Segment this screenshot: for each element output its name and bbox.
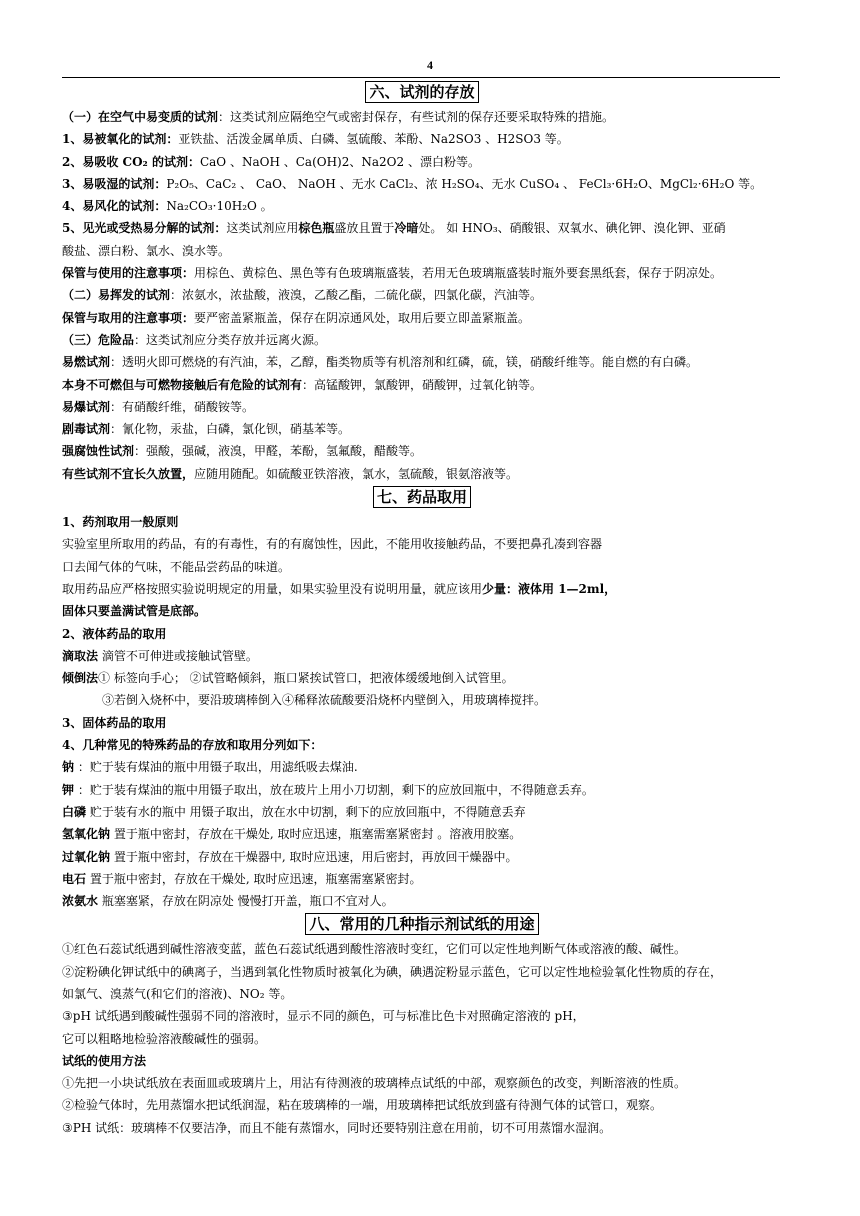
s6-l10-label: 保管与取用的注意事项： [62, 310, 195, 325]
s6-line-16 [62, 440, 782, 462]
s7-line-15 [62, 823, 782, 845]
s6-l2-text: 亚铁盐、活泼金属单质、白磷、氢硫酸、苯酚、Na2SO3 、H2SO3 等。 [178, 132, 569, 147]
s6-l9-label: （二）易挥发的试剂 [62, 288, 171, 303]
s7-l13-label: 钾 [62, 782, 75, 797]
s8-line-6: 试纸的使用方法 [62, 1053, 147, 1068]
section-8-heading-row [62, 913, 782, 937]
s6-l10-text: 要严密盖紧瓶盖，保存在阴凉通风处，取用后要立即盖紧瓶盖。 [194, 310, 531, 325]
s7-line-9: ③若倒入烧杯中，要沿玻璃棒倒入④稀释浓硫酸要沿烧杯内壁倒入，用玻璃棒搅拌。 [102, 693, 547, 708]
document-body [62, 80, 782, 1139]
s7-l14-label: 白磷 [62, 804, 87, 819]
s6-l6-text-b: 盛放且置于 [334, 221, 395, 236]
s6-l6-bold-b: 冷暗 [394, 221, 419, 236]
s6-l17-text: 应随用随配。如硫酸亚铁溶液，氯水，氢硫酸，银氨溶液等。 [194, 466, 519, 481]
s6-l5-text: Na₂CO₃·10H₂O 。 [166, 199, 273, 214]
s7-l8-text: ① 标签向手心； ②试管略倾斜，瓶口紧挨试管口，把液体缓缓地倒入试管里。 [98, 671, 514, 686]
s7-line-11: 4、几种常见的特殊药品的存放和取用分列如下： [62, 738, 323, 753]
s6-l11-label: （三）危险品 [62, 332, 135, 347]
s7-l4-text: 取用药品应严格按照实验说明规定的用量，如果实验里没有说明用量，就应该用 [62, 581, 483, 596]
s7-l7-label: 滴取法 [62, 648, 99, 663]
section-7-title: 七、药品取用 [373, 486, 471, 508]
s7-line-5: 固体只要盖满试管是底部。 [62, 604, 207, 619]
s6-l13-text: ：高锰酸钾，氯酸钾，硝酸钾，过氧化钠等。 [302, 377, 543, 392]
section-6-title: 六、试剂的存放 [365, 81, 478, 103]
s7-l17-label: 电石 [62, 871, 87, 886]
s6-l1-text: ：这类试剂应隔绝空气或密封保存，有些试剂的保存还要采取特殊的措施。 [218, 110, 615, 124]
s7-l16-text: 置于瓶中密封，存放在干燥器中, 取时应迅速，用后密封，再放回干燥器中。 [110, 849, 518, 864]
s6-line-12 [62, 351, 782, 373]
s7-l13-text: ：贮于装有煤油的瓶中用镊子取出，放在玻片上用小刀切割，剩下的应放回瓶中，不得随意丢弃。 [74, 782, 594, 797]
s6-line-6 [62, 217, 782, 239]
s6-line-2 [62, 128, 782, 150]
s7-line-17 [62, 868, 782, 890]
s7-line-18 [62, 890, 782, 912]
s8-line-5: 它可以粗略地检验溶液酸碱性的强弱。 [62, 1031, 267, 1046]
s6-l14-label: 易爆试剂 [62, 399, 111, 414]
s6-line-11 [62, 329, 782, 351]
s7-line-14 [62, 801, 782, 823]
s7-line-2: 实验室里所取用的药品，有的有毒性，有的有腐蚀性，因此，不能用收接触药品，不要把鼻孔凑到容器 [62, 537, 603, 552]
s7-l14-text: 贮于装有水的瓶中 用镊子取出，放在水中切割，剩下的应放回瓶中，不得随意丢弃 [86, 804, 526, 819]
s6-l6-bold-a: 棕色瓶 [298, 221, 335, 236]
s7-l15-text: 置于瓶中密封，存放在干燥处, 取时应迅速，瓶塞需塞紧密封 。溶液用胶塞。 [110, 827, 522, 842]
s6-l17-label: 有些试剂不宜长久放置， [62, 466, 195, 481]
s7-line-10: 3、固体药品的取用 [62, 715, 167, 730]
s6-l2-label: 1、易被氧化的试剂： [62, 132, 179, 147]
s6-l16-label: 强腐蚀性试剂 [62, 444, 135, 459]
s6-l14-text: ：有硝酸纤维，硝酸铵等。 [110, 399, 255, 414]
s6-l6-text-c: 处。 如 HNO₃、硝酸银、双氧水、碘化钾、溴化钾、亚硝 [418, 221, 726, 236]
s6-l12-text: ：透明火即可燃烧的有汽油，苯，乙醇，酯类物质等有机溶剂和红磷，硫，镁，硝酸纤维等。能自燃的有白磷。 [110, 355, 699, 370]
s6-l3-text: CaO 、NaOH 、Ca(OH)2、Na2O2 、漂白粉等。 [199, 154, 480, 169]
s7-l17-text: 置于瓶中密封，存放在干燥处, 取时应迅速，瓶塞需塞紧密封。 [86, 871, 422, 886]
s8-line-7: ①先把一小块试纸放在表面皿或玻璃片上，用沾有待测液的玻璃棒点试纸的中部，观察颜色的改变，判断溶液的性质。 [62, 1076, 687, 1091]
s6-l15-label: 剧毒试剂 [62, 422, 111, 437]
s7-line-6: 2、液体药品的取用 [62, 626, 167, 641]
s6-l5-label: 4、易风化的试剂： [62, 199, 167, 214]
header-rule [62, 77, 780, 78]
s6-line-8 [62, 262, 782, 284]
s7-line-8 [62, 667, 782, 689]
s7-line-7 [62, 645, 782, 667]
s6-line-1 [62, 106, 782, 128]
s6-line-7: 酸盐、漂白粉、氯水、溴水等。 [62, 243, 231, 258]
s6-line-4 [62, 173, 782, 195]
s6-l11-text: ：这类试剂应分类存放并远离火源。 [134, 332, 327, 347]
s7-l18-label: 浓氨水 [62, 894, 99, 909]
s7-l8-label: 倾倒法 [62, 671, 99, 686]
s8-line-2: ②淀粉碘化钾试纸中的碘离子，当遇到氧化性物质时被氧化为碘，碘遇淀粉显示蓝色，它可以定性地检验氧化性物质的存在， [62, 964, 723, 979]
s6-l15-text: ：氰化物，汞盐，白磷，氯化钡，硝基苯等。 [110, 422, 351, 437]
s7-l16-label: 过氧化钠 [62, 849, 111, 864]
s7-l18-text: 瓶塞塞紧，存放在阴凉处 慢慢打开盖，瓶口不宜对人。 [98, 894, 394, 909]
s6-l13-label: 本身不可燃但与可燃物接触后有危险的试剂有 [62, 377, 303, 392]
s6-l1-label: （一）在空气中易变质的试剂 [62, 110, 219, 124]
s6-line-14 [62, 396, 782, 418]
s7-line-13 [62, 779, 782, 801]
s6-line-13 [62, 374, 782, 396]
s8-line-3: 如氯气、溴蒸气(和它们的溶液)、NO₂ 等。 [62, 986, 293, 1001]
s6-line-5 [62, 195, 782, 217]
s8-line-4: ③pH 试纸遇到酸碱性强弱不同的溶液时，显示不同的颜色，可与标准比色卡对照确定溶液的 pH， [62, 1009, 585, 1024]
s7-line-16 [62, 846, 782, 868]
section-8-title: 八、常用的几种指示剂试纸的用途 [305, 913, 538, 935]
s6-line-17 [62, 463, 782, 485]
s6-l9-text: ：浓氨水，浓盐酸，液溴，乙酸乙酯，二硫化碳，四氯化碳，汽油等。 [170, 288, 543, 303]
s7-line-4 [62, 578, 782, 600]
s7-l15-label: 氢氧化钠 [62, 827, 111, 842]
s6-l8-text: 用棕色、黄棕色、黑色等有色玻璃瓶盛装，若用无色玻璃瓶盛装时瓶外要套黑纸套，保存于阴凉处。 [194, 266, 723, 281]
s6-l4-text: P₂O₅、CaC₂ 、 CaO、 NaOH 、无水 CaCl₂、浓 H₂SO₄、无水 CuSO₄ 、 FeCl₃·6H₂O、MgCl₂·6H₂O 等。 [166, 176, 763, 191]
s7-l12-label: 钠 [62, 760, 75, 775]
s8-line-9: ③PH 试纸：玻璃棒不仅要洁净，而且不能有蒸馏水，同时还要特别注意在用前，切不可用蒸馏水湿润。 [62, 1120, 612, 1135]
s7-line-3: 口去闻气体的气味，不能品尝药品的味道。 [62, 559, 291, 574]
section-7-heading-row [62, 486, 782, 510]
s6-l6-label: 5、见光或受热易分解的试剂： [62, 221, 227, 236]
s6-line-9 [62, 284, 782, 306]
s6-l8-label: 保管与使用的注意事项： [62, 266, 195, 281]
s7-l7-text: 滴管不可伸进或接触试管壁。 [98, 648, 258, 663]
s6-line-3 [62, 151, 782, 173]
s6-line-15 [62, 418, 782, 440]
s6-l4-label: 3、易吸湿的试剂： [62, 176, 167, 191]
s6-l12-label: 易燃试剂 [62, 355, 111, 370]
s6-l16-text: ：强酸，强碱，液溴，甲醛，苯酚，氢氟酸，醋酸等。 [134, 444, 423, 459]
s8-line-8: ②检验气体时，先用蒸馏水把试纸润湿，粘在玻璃棒的一端，用玻璃棒把试纸放到盛有待测气体的试管口，观察。 [62, 1098, 663, 1113]
s6-l6-text-a: 这类试剂应用 [226, 221, 299, 236]
section-6-heading-row [62, 81, 782, 105]
s7-line-12 [62, 756, 782, 778]
s7-l12-text: ：贮于装有煤油的瓶中用镊子取出，用滤纸吸去煤油. [74, 760, 358, 775]
s8-line-1: ①红色石蕊试纸遇到碱性溶液变蓝，蓝色石蕊试纸遇到酸性溶液时变红，它们可以定性地判断气体或溶液的酸、碱性。 [62, 942, 687, 957]
s7-l4-bold: 少量：液体用 1—2ml， [482, 581, 617, 596]
s6-line-10 [62, 307, 782, 329]
s6-l3-label: 2、易吸收 CO₂ 的试剂： [62, 154, 200, 169]
page-number: 4 [427, 58, 433, 72]
s7-line-1: 1、药剂取用一般原则 [62, 515, 179, 530]
